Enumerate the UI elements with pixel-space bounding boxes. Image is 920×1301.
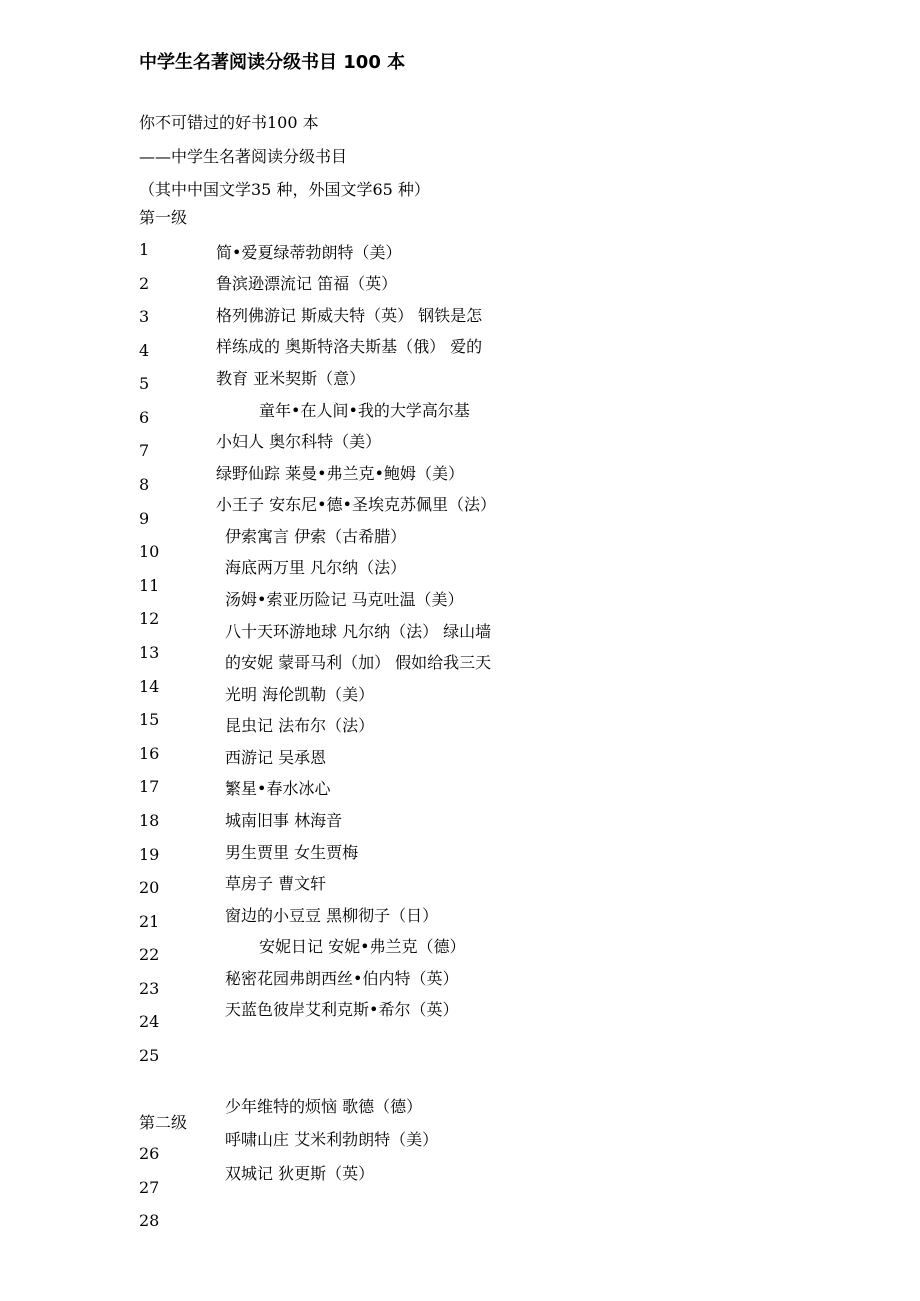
list-number: 22 <box>139 945 160 964</box>
book-line: 繁星•春水冰心 <box>225 779 331 798</box>
book-line: 呼啸山庄 艾米利勃朗特（美） <box>225 1130 439 1149</box>
book-line: 教育 亚米契斯（意） <box>216 369 366 388</box>
book-line: 八十天环游地球 凡尔纳（法） 绿山墙 <box>225 622 492 641</box>
book-line: 草房子 曹文轩 <box>225 874 327 893</box>
book-line: 绿野仙踪 莱曼•弗兰克•鲍姆（美） <box>216 464 464 483</box>
list-number: 5 <box>139 374 150 393</box>
document-title: 中学生名著阅读分级书目 100 本 <box>139 52 406 73</box>
book-line: 光明 海伦凯勒（美） <box>225 685 375 704</box>
book-line: 海底两万里 凡尔纳（法） <box>225 558 407 577</box>
list-number: 1 <box>139 240 150 259</box>
list-number: 7 <box>139 441 150 460</box>
book-line: 男生贾里 女生贾梅 <box>225 843 359 862</box>
list-number: 23 <box>139 979 160 998</box>
book-line: 的安妮 蒙哥马利（加） 假如给我三天 <box>225 653 492 672</box>
list-number: 12 <box>139 609 160 628</box>
book-line: 鲁滨逊漂流记 笛福（英） <box>216 274 398 293</box>
book-line: 少年维特的烦恼 歌德（德） <box>225 1097 423 1116</box>
level-2-label: 第二级 <box>139 1113 188 1132</box>
list-number: 16 <box>139 744 160 763</box>
intro-line-3: （其中中国文学35 种，外国文学65 种） <box>139 180 430 199</box>
book-line: 西游记 吴承恩 <box>225 748 327 767</box>
list-number: 11 <box>139 576 160 595</box>
list-number: 3 <box>139 307 150 326</box>
list-number: 14 <box>139 677 160 696</box>
book-line: 小妇人 奥尔科特（美） <box>216 432 382 451</box>
book-line: 伊索寓言 伊索（古希腊） <box>225 527 407 546</box>
list-number: 8 <box>139 475 150 494</box>
list-number: 10 <box>139 542 160 561</box>
list-number: 17 <box>139 777 160 796</box>
list-number: 18 <box>139 811 160 830</box>
list-number: 26 <box>139 1144 160 1163</box>
book-line: 昆虫记 法布尔（法） <box>225 716 375 735</box>
list-number: 28 <box>139 1211 160 1230</box>
list-number: 6 <box>139 408 150 427</box>
list-number: 27 <box>139 1178 160 1197</box>
book-line: 简•爱夏绿蒂勃朗特（美） <box>216 243 402 262</box>
book-line: 双城记 狄更斯（英） <box>225 1164 375 1183</box>
list-number: 19 <box>139 845 160 864</box>
list-number: 25 <box>139 1046 160 1065</box>
list-number: 9 <box>139 509 150 528</box>
book-line: 窗边的小豆豆 黑柳彻子（日） <box>225 906 439 925</box>
book-line: 天蓝色彼岸艾利克斯•希尔（英） <box>225 1000 459 1019</box>
level-1-label: 第一级 <box>139 208 188 227</box>
list-number: 2 <box>139 274 150 293</box>
list-number: 15 <box>139 710 160 729</box>
intro-line-1: 你不可错过的好书100 本 <box>139 113 319 132</box>
list-number: 4 <box>139 341 150 360</box>
book-line: 秘密花园弗朗西丝•伯内特（英） <box>225 969 459 988</box>
book-line: 样练成的 奥斯特洛夫斯基（俄） 爱的 <box>216 337 483 356</box>
book-line: 城南旧事 林海音 <box>225 811 343 830</box>
intro-line-2: ——中学生名著阅读分级书目 <box>139 147 348 166</box>
list-number: 24 <box>139 1012 160 1031</box>
book-line: 安妮日记 安妮•弗兰克（德） <box>259 937 466 956</box>
book-line: 汤姆•索亚历险记 马克吐温（美） <box>225 590 464 609</box>
book-line: 童年•在人间•我的大学高尔基 <box>259 401 470 420</box>
book-line: 小王子 安东尼•德•圣埃克苏佩里（法） <box>216 495 496 514</box>
list-number: 20 <box>139 878 160 897</box>
book-line: 格列佛游记 斯威夫特（英） 钢铁是怎 <box>216 306 483 325</box>
list-number: 13 <box>139 643 160 662</box>
list-number: 21 <box>139 912 160 931</box>
